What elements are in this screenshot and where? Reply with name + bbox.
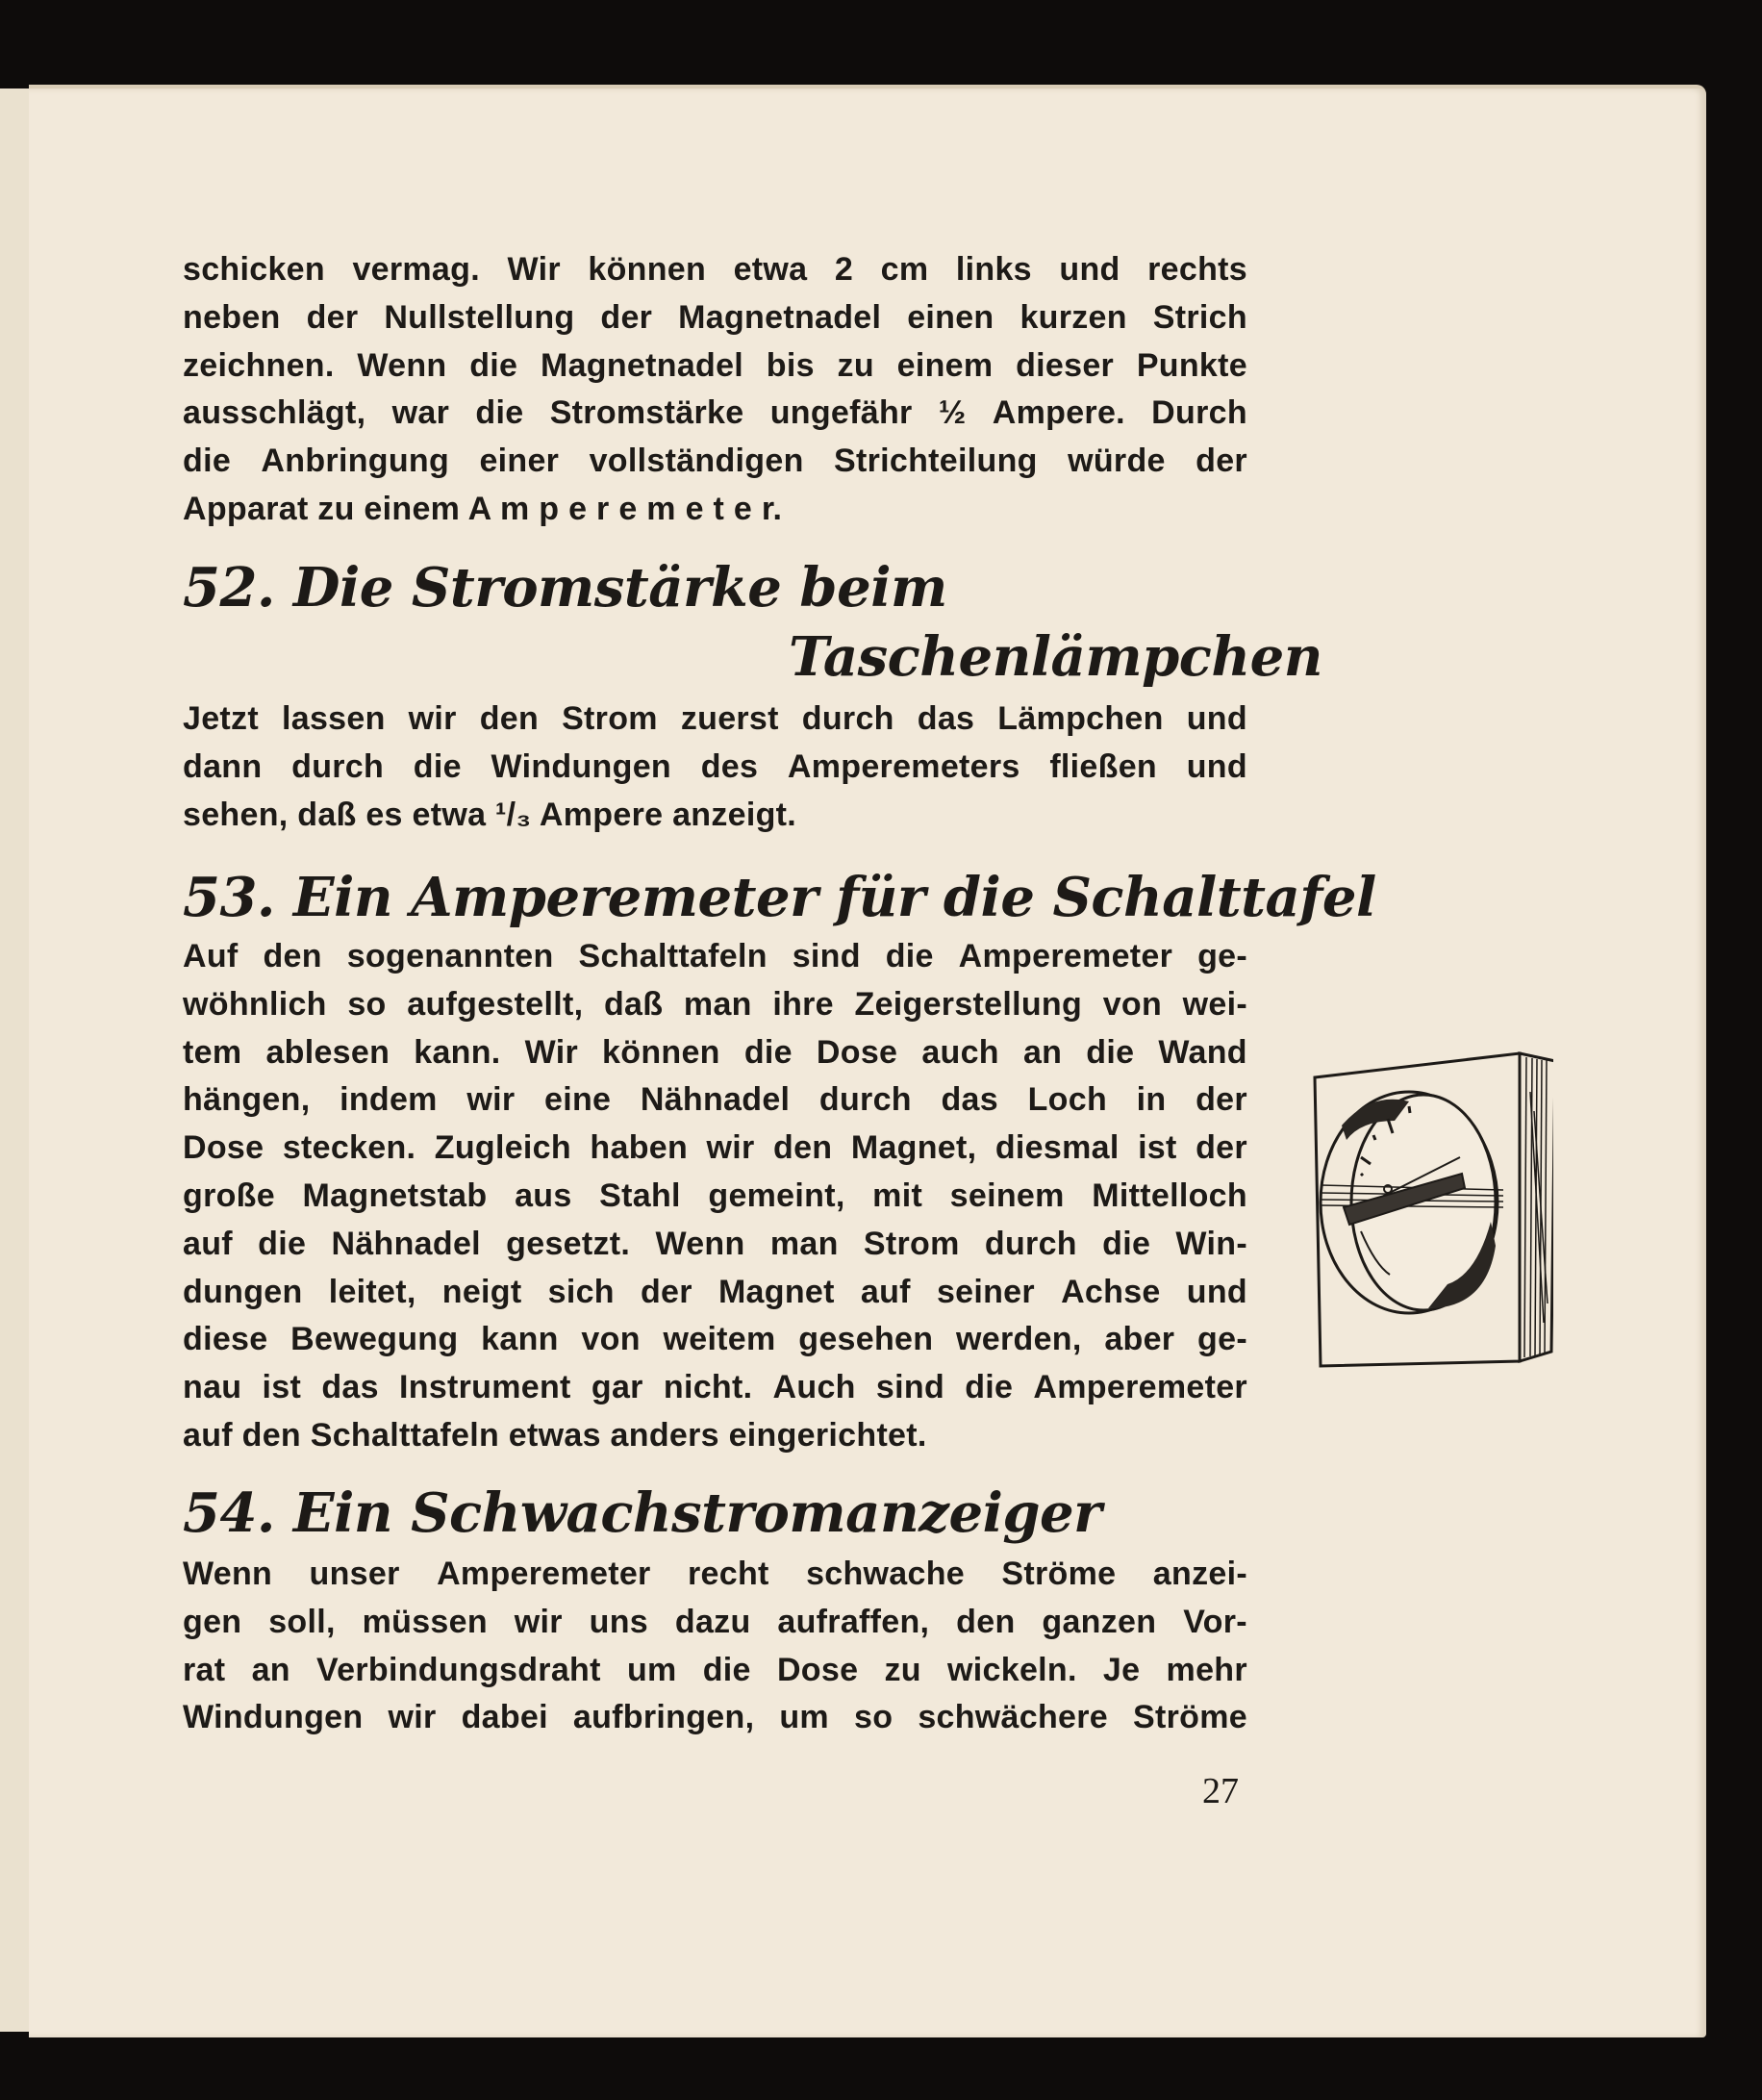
text-line: schicken vermag. Wir können etwa 2 cm links und rechts [183, 251, 1247, 288]
text-line: sehen, daß es etwa ¹/₃ Ampere anzeigt. [183, 796, 797, 833]
text-line: Windungen wir dabei aufbringen, um so schwächere Ströme [183, 1699, 1247, 1736]
page-number: 27 [1202, 1771, 1239, 1811]
wall-ammeter-illustration-icon [1303, 1034, 1553, 1380]
text-line: neben der Nullstellung der Magnetnadel einen kurzen Strich [183, 298, 1247, 336]
text-line: auf die Nähnadel gesetzt. Wenn man Strom durch die Win- [183, 1225, 1247, 1262]
section-52-body [183, 696, 1247, 839]
text-line: ausschlägt, war die Stromstärke ungefähr ½ Ampere. Durch [183, 394, 1247, 432]
text-line: nau ist das Instrument gar nicht. Auch sind die Amperemeter [183, 1369, 1247, 1406]
text-line: Jetzt lassen wir den Strom zuerst durch das Lämpchen und [183, 700, 1247, 737]
text-line: Auf den sogenannten Schalttafeln sind die Amperemeter ge- [183, 938, 1247, 974]
text-line: Wenn unser Amperemeter recht schwache Ströme anzei- [183, 1556, 1247, 1592]
section-52-heading-continued: Taschenlämpchen [789, 625, 1322, 689]
text-line: hängen, indem wir eine Nähnadel durch das Loch in der [183, 1081, 1247, 1119]
section-54-body [183, 1551, 1247, 1742]
section-53-body [183, 933, 1247, 1460]
section-54-heading: 54. Ein Schwachstromanzeiger [183, 1481, 1102, 1545]
text-line: große Magnetstab aus Stahl gemeint, mit seinem Mittelloch [183, 1177, 1247, 1214]
text-line: diese Bewegung kann von weitem gesehen werden, aber ge- [183, 1321, 1247, 1358]
text-line: gen soll, müssen wir uns dazu aufraffen, den ganzen Vor- [183, 1603, 1247, 1640]
section-53-heading: 53. Ein Amperemeter für die Schalttafel [183, 866, 1376, 929]
text-line: tem ablesen kann. Wir können die Dose auch an die Wand [183, 1033, 1247, 1071]
text-line: rat an Verbindungsdraht um die Dose zu wickeln. Je mehr [183, 1651, 1247, 1688]
text-line: zeichnen. Wenn die Magnetnadel bis zu einem dieser Punkte [183, 346, 1247, 384]
text-line: Dose stecken. Zugleich haben wir den Magnet, diesmal ist der [183, 1129, 1247, 1167]
adjacent-left-page-edge [0, 89, 31, 2032]
section-52-heading: 52. Die Stromstärke beim [183, 556, 947, 620]
text-line: die Anbringung einer vollständigen Strichteilung würde der [183, 443, 1247, 480]
text-line: dann durch die Windungen des Amperemeters fließen und [183, 747, 1247, 785]
text-line: auf den Schalttafeln etwas anders eingerichtet. [183, 1416, 927, 1454]
paragraph-intro [183, 246, 1247, 534]
text-line: dungen leitet, neigt sich der Magnet auf seiner Achse und [183, 1273, 1247, 1310]
text-line: Apparat zu einem A m p e r e m e t e r. [183, 490, 783, 527]
text-line: wöhnlich so aufgestellt, daß man ihre Zeigerstellung von wei- [183, 985, 1247, 1023]
